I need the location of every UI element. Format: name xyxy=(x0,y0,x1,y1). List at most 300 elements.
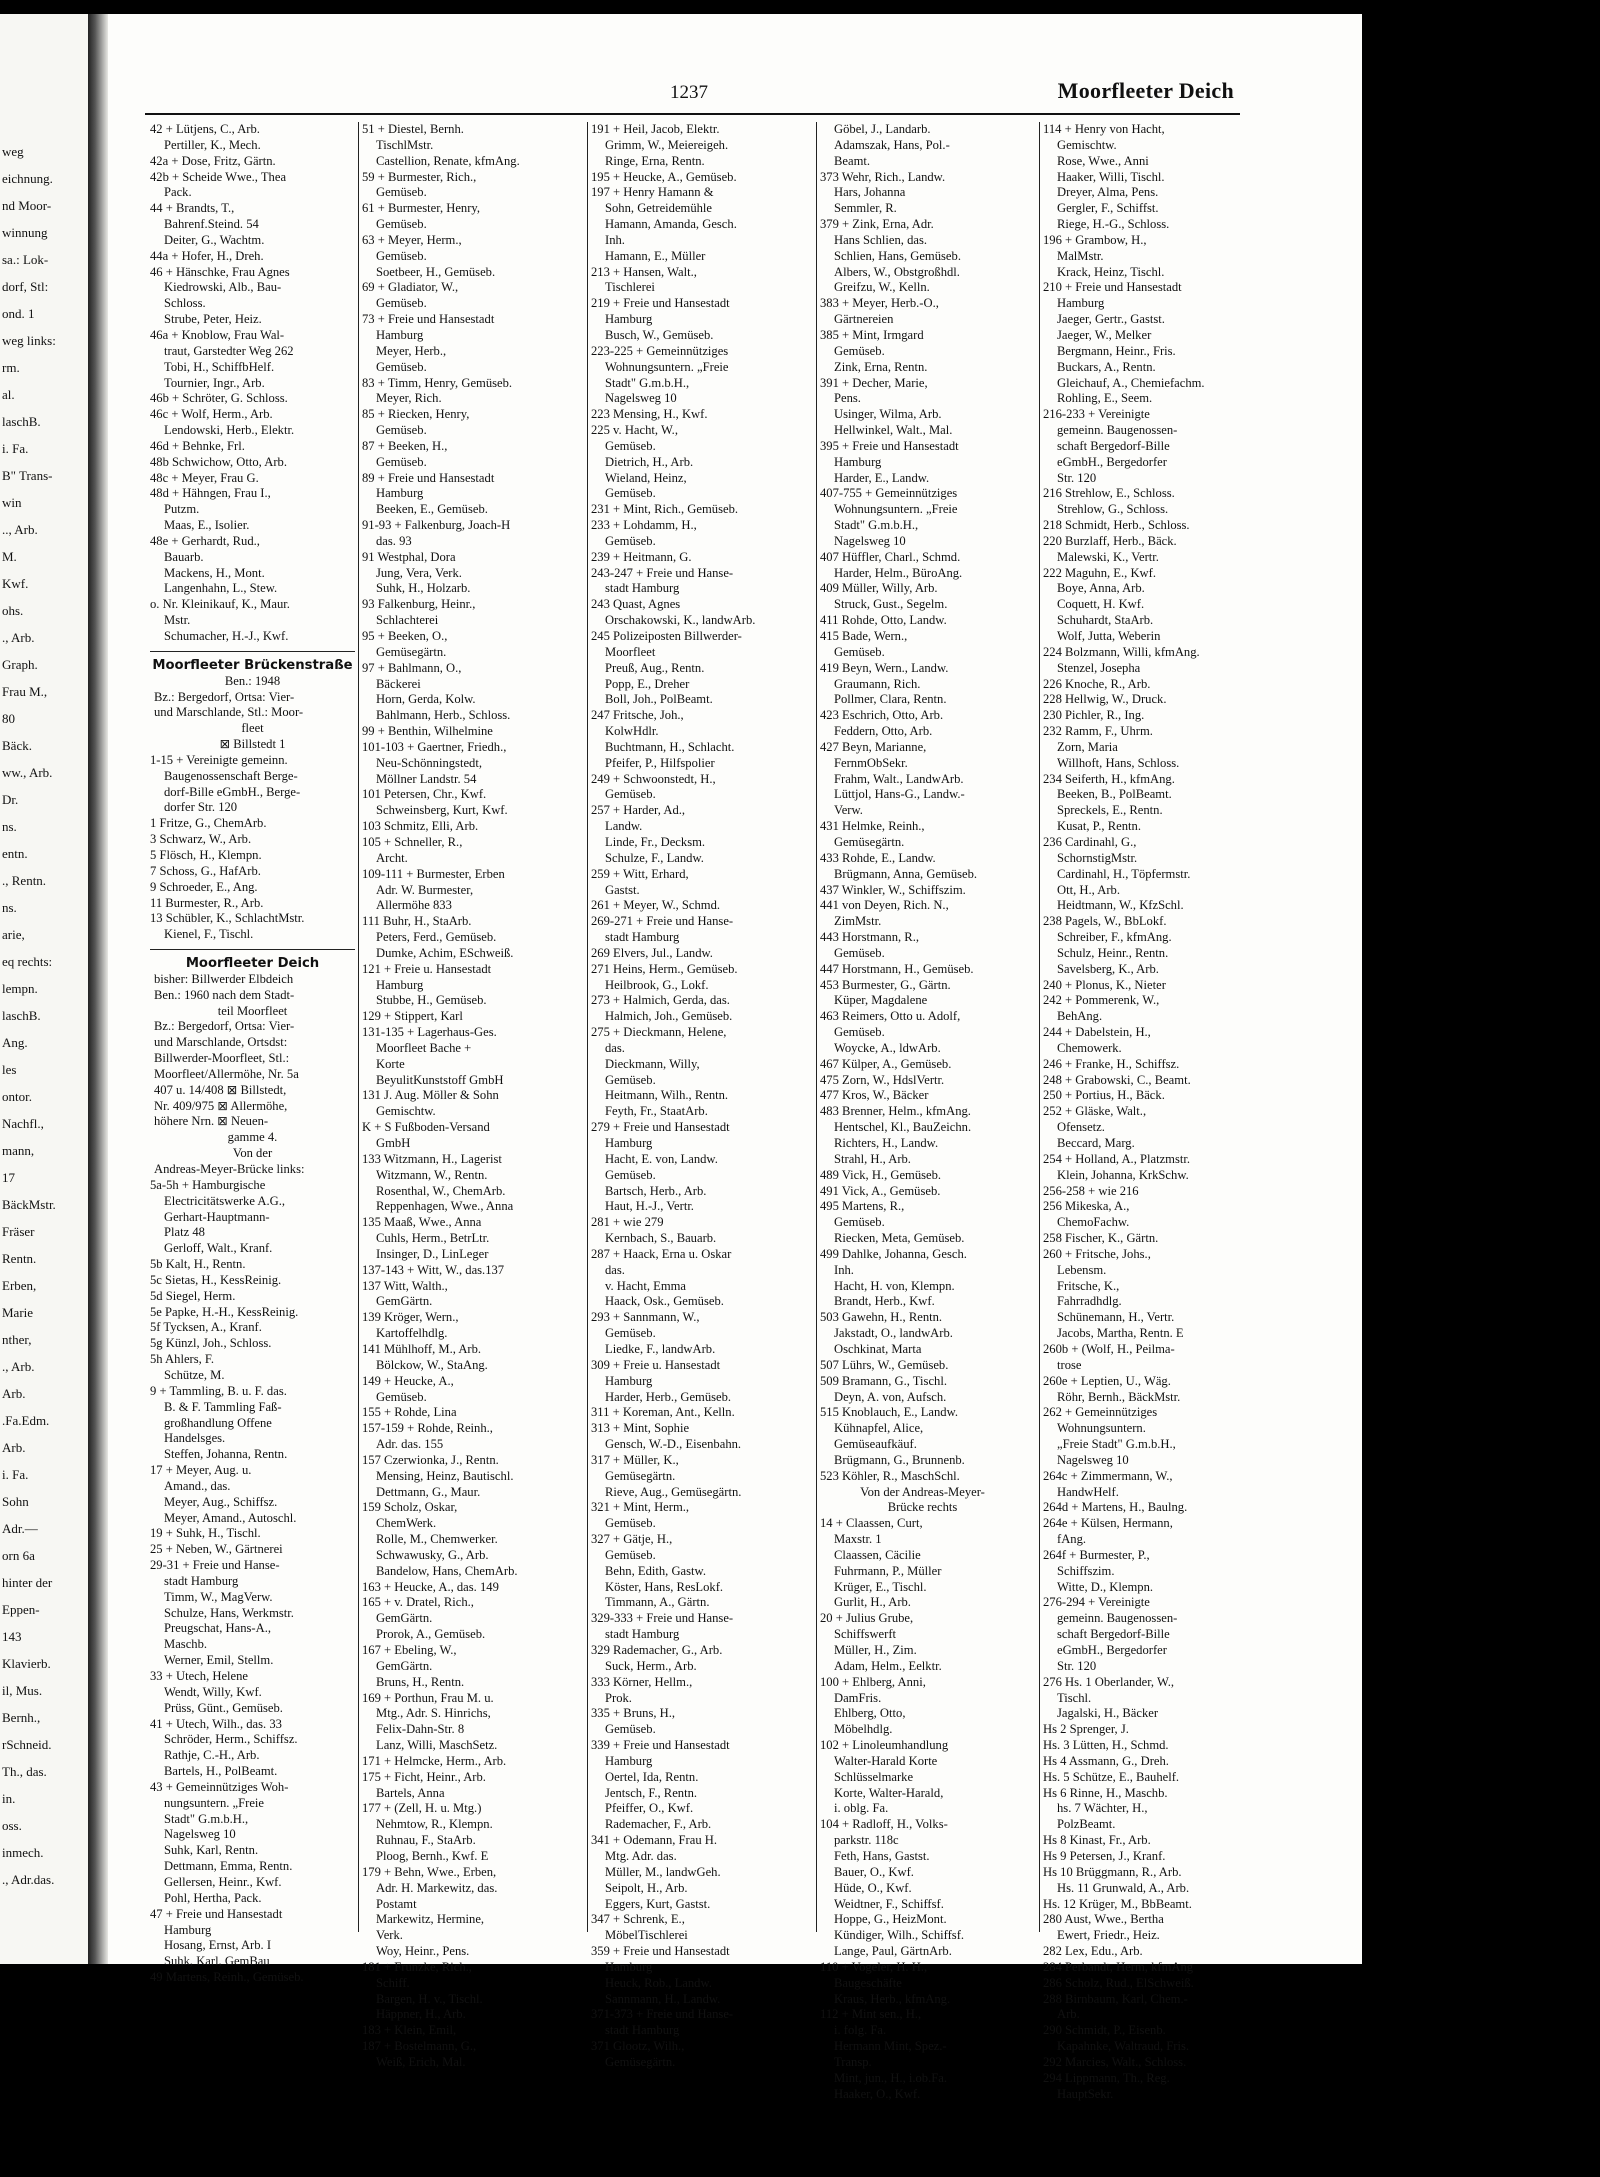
resident-line: Popp, E., Dreher xyxy=(605,676,690,691)
resident-line: Hüde, O., Kwf. xyxy=(834,1880,912,1895)
fragment-text: BäckMstr. xyxy=(2,1197,56,1212)
resident-line: Schlüsselmarke xyxy=(834,1769,914,1784)
fragment-text: 80 xyxy=(2,711,15,726)
resident-line: Köster, Hans, ResLokf. xyxy=(605,1579,724,1594)
resident-line: Gemüsegärtn. xyxy=(605,2054,676,2069)
address-entry: 293 + Sannmann, W., xyxy=(591,1310,700,1325)
address-entry: 329 Rademacher, G., Arb. xyxy=(591,1643,723,1657)
address-entry: 44 + Brandts, T., xyxy=(150,201,235,216)
fragment-text: Marie xyxy=(2,1305,34,1320)
resident-line: Gemüseb. xyxy=(834,1215,885,1230)
address-entry: 252 + Gläske, Walt., xyxy=(1043,1104,1147,1119)
resident-line: Insinger, D., LinLeger xyxy=(376,1246,489,1261)
section-note: Moorfleet/Allermöhe, Nr. 5a xyxy=(154,1066,299,1081)
resident-line: Ruhnau, F., StaArb. xyxy=(376,1833,476,1848)
resident-line: Krüger, E., Tischl. xyxy=(834,1579,927,1594)
resident-line: Hamburg xyxy=(376,327,424,342)
resident-line: Rose, Wwe., Anni xyxy=(1057,153,1149,168)
resident-line: Platz 48 xyxy=(164,1225,205,1240)
address-entry: 95 + Beeken, O., xyxy=(362,629,448,643)
resident-line: hs. 7 Wächter, H., xyxy=(1057,1801,1148,1816)
address-entry: 5d Siegel, Herm. xyxy=(150,1288,236,1303)
resident-line: Rolle, M., Chemwerker. xyxy=(376,1532,498,1547)
address-entry: 157-159 + Rohde, Reinh., xyxy=(362,1421,493,1436)
fragment-text: Arb. xyxy=(2,1440,26,1455)
address-entry: 89 + Freie und Hansestadt xyxy=(362,470,495,485)
fragment-text: arie, xyxy=(2,927,25,942)
resident-line: Rohling, E., Seem. xyxy=(1057,391,1153,406)
resident-line: Wohnungsuntern. „Freie xyxy=(605,359,729,374)
address-entry: 210 + Freie und Hansestadt xyxy=(1043,280,1182,295)
address-entry: 276 Hs. 1 Oberlander, W., xyxy=(1043,1674,1175,1689)
fragment-text: il, Mus. xyxy=(2,1683,43,1698)
resident-line: Möbelhdlg. xyxy=(834,1722,893,1737)
resident-line: Nagelsweg 10 xyxy=(605,391,677,406)
address-entry: 433 Rohde, E., Landw. xyxy=(820,850,936,865)
address-entry: 419 Beyn, Wern., Landw. xyxy=(820,660,949,675)
resident-line: Harder, E., Landw. xyxy=(834,470,930,485)
address-entry: 101 Petersen, Chr., Kwf. xyxy=(362,787,487,802)
resident-line: Krack, Heinz, Tischl. xyxy=(1057,264,1165,279)
address-entry: 269 Elvers, Jul., Landw. xyxy=(591,945,713,960)
resident-line: Kartoffelhdlg. xyxy=(376,1326,448,1341)
address-entry: 230 Pichler, R., Ing. xyxy=(1043,708,1145,723)
resident-line: Feyth, Fr., StaatArb. xyxy=(605,1104,708,1119)
resident-line: Wieland, Heinz, xyxy=(605,470,687,485)
address-entry: 383 + Meyer, Herb.-O., xyxy=(820,296,939,311)
address-entry: 155 + Rohde, Lina xyxy=(362,1405,457,1420)
resident-line: Pertiller, K., Mech. xyxy=(164,137,261,152)
address-entry: 243 Quast, Agnes xyxy=(591,597,681,612)
resident-line: Zorn, Maria xyxy=(1057,739,1118,754)
resident-line: Frahm, Walt., LandwArb. xyxy=(834,771,964,786)
resident-line: Sohn, Getreidemühle xyxy=(605,201,713,216)
resident-line: Kühnapfel, Alice, xyxy=(834,1421,924,1436)
address-entry: 3 Schwarz, W., Arb. xyxy=(150,832,252,847)
resident-line: Str. 120 xyxy=(1057,1658,1097,1673)
resident-line: Gemüseb. xyxy=(605,1516,656,1531)
resident-line: Schulz, Heinr., Rentn. xyxy=(1057,945,1169,960)
address-entry: 333 Körner, Hellm., xyxy=(591,1674,693,1689)
resident-line: Harder, Herb., Gemüseb. xyxy=(605,1389,732,1404)
address-entry: 129 + Stippert, Karl xyxy=(362,1009,463,1024)
section-note: Billwerder-Moorfleet, Stl.: xyxy=(154,1051,290,1066)
address-entry: 258 Fischer, K., Gärtn. xyxy=(1043,1231,1159,1246)
address-entry: 483 Brenner, Helm., kfmAng. xyxy=(820,1104,971,1119)
fragment-text: oss. xyxy=(2,1818,22,1833)
resident-line: Wohnungsuntern. xyxy=(1057,1421,1146,1436)
resident-line: Liedke, F., landwArb. xyxy=(605,1341,716,1356)
resident-line: Gemüseb. xyxy=(605,1072,656,1087)
address-entry: 231 + Mint, Rich., Gemüseb. xyxy=(591,502,739,517)
fragment-text: Erben, xyxy=(2,1278,37,1293)
resident-line: Hamburg xyxy=(605,1753,653,1768)
resident-line: Linde, Fr., Decksm. xyxy=(605,834,706,849)
resident-line: Heuck, Rob., Landw. xyxy=(605,1975,712,1990)
section-note: höhere Nrn. ⊠ Neuen- xyxy=(154,1114,269,1129)
section-heading: Moorfleeter Deich xyxy=(150,949,355,972)
address-entry: 42a + Dose, Fritz, Gärtn. xyxy=(150,153,276,168)
resident-line: Bandelow, Hans, ChemArb. xyxy=(376,1563,518,1578)
resident-line: SchornstigMstr. xyxy=(1057,850,1138,865)
resident-line: Bartels, H., PolBeamt. xyxy=(164,1764,278,1779)
resident-line: Albers, W., Obstgroßhdl. xyxy=(834,264,960,279)
resident-line: Müller, H., Zim. xyxy=(834,1643,917,1657)
address-entry: 91-93 + Falkenburg, Joach-H xyxy=(362,518,511,533)
resident-line: Gemüseb. xyxy=(834,644,885,659)
resident-line: Hamburg xyxy=(605,1136,653,1150)
address-entry: 177 + (Zell, H. u. Mtg.) xyxy=(362,1801,482,1816)
address-entry: 218 Schmidt, Herb., Schloss. xyxy=(1043,518,1190,533)
resident-line: Neu-Schönningstedt, xyxy=(376,755,482,770)
address-entry: 248 + Grabowski, C., Beamt. xyxy=(1043,1072,1191,1087)
street-title: Moorfleeter Deich xyxy=(1057,78,1234,103)
resident-line: Gemüseb. xyxy=(376,423,427,438)
fragment-text: rSchneid. xyxy=(2,1737,52,1752)
section-note: Von der xyxy=(232,1146,273,1161)
section-note: ⊠ Billstedt 1 xyxy=(219,737,286,752)
resident-line: Gemüseb. xyxy=(376,359,427,374)
fragment-text: ., Rentn. xyxy=(2,873,47,888)
fragment-text: .., Arb. xyxy=(2,522,38,537)
resident-line: Moorfleet Bache + xyxy=(376,1040,472,1055)
resident-line: Schloss. xyxy=(164,296,206,311)
column-divider xyxy=(358,122,359,1932)
address-entry: 257 + Harder, Ad., xyxy=(591,803,686,818)
section-note: gamme 4. xyxy=(227,1130,278,1145)
resident-line: Woy, Heinr., Pens. xyxy=(376,1944,470,1959)
address-entry: 46 + Hänschke, Frau Agnes xyxy=(150,264,290,279)
address-entry: 509 Bramann, G., Tischl. xyxy=(820,1373,947,1388)
address-entry: 467 Külper, A., Gemüseb. xyxy=(820,1056,952,1071)
address-entry: 103 Schmitz, Elli, Arb. xyxy=(362,819,479,834)
address-entry: Hs 10 Brüggmann, R., Arb. xyxy=(1043,1864,1182,1879)
resident-line: Gastst. xyxy=(605,882,640,897)
resident-line: Hans Schlien, das. xyxy=(834,232,928,247)
resident-line: Adr. W. Burmester, xyxy=(376,882,474,897)
resident-line: Bergmann, Heinr., Fris. xyxy=(1057,343,1176,358)
resident-line: Lüttjol, Hans-G., Landw.- xyxy=(834,787,965,802)
resident-line: Steffen, Johanna, Rentn. xyxy=(164,1447,288,1462)
section-note: und Marschlande, Stl.: Moor- xyxy=(154,705,304,720)
address-entry: 216-233 + Vereinigte xyxy=(1043,407,1150,422)
address-entry: 260b + (Wolf, H., Peilma- xyxy=(1043,1341,1175,1356)
resident-line: „Freie Stadt" G.m.b.H., xyxy=(1057,1437,1176,1452)
fragment-text: B" Trans- xyxy=(2,468,53,483)
resident-line: Gemüseb. xyxy=(605,1722,656,1737)
resident-line: Röhr, Bernh., BäckMstr. xyxy=(1057,1389,1181,1404)
resident-line: Maschb. xyxy=(164,1637,208,1652)
fragment-text: .Fa.Edm. xyxy=(2,1413,50,1428)
address-entry: 105 + Schneller, R., xyxy=(362,834,463,849)
resident-line: Gemüseb. xyxy=(605,1167,656,1182)
address-entry: 131-135 + Lagerhaus-Ges. xyxy=(362,1025,497,1040)
address-entry: 491 Vick, A., Gemüseb. xyxy=(820,1183,941,1198)
resident-line: stadt Hamburg xyxy=(605,2023,680,2038)
resident-line: Hosang, Ernst, Arb. I xyxy=(164,1938,272,1953)
address-entry: 46c + Wolf, Herm., Arb. xyxy=(150,407,273,422)
fragment-text: winnung xyxy=(2,225,48,240)
address-entry: 33 + Utech, Helene xyxy=(150,1669,249,1683)
address-entry: 131 J. Aug. Möller & Sohn xyxy=(362,1088,499,1103)
address-entry: 220 Burzlaff, Herb., Bäck. xyxy=(1043,533,1177,548)
address-entry: 109-111 + Burmester, Erben xyxy=(362,866,505,881)
address-entry: 20 + Julius Grube, xyxy=(820,1611,914,1626)
resident-line: Zink, Erna, Rentn. xyxy=(834,359,928,374)
resident-line: Halmich, Joh., Gemüseb. xyxy=(605,1009,733,1024)
resident-line: Preuß, Aug., Rentn. xyxy=(605,660,705,675)
resident-line: GemGärtn. xyxy=(376,1611,433,1626)
resident-line: fAng. xyxy=(1057,1532,1087,1547)
resident-line: Gemüseaufkäuf. xyxy=(834,1437,917,1452)
resident-line: Gemüseb. xyxy=(834,343,885,358)
resident-line: Hoppe, G., HeizMont. xyxy=(834,1912,947,1927)
address-entry: 5g Künzl, Joh., Schloss. xyxy=(150,1336,272,1351)
address-entry: 341 + Odemann, Frau H. xyxy=(591,1833,718,1848)
resident-line: Gemüseb. xyxy=(605,438,656,453)
resident-line: Archt. xyxy=(376,850,408,865)
address-entry: 121 + Freie u. Hansestadt xyxy=(362,961,492,976)
resident-line: Bahrenf.Steind. 54 xyxy=(164,217,259,232)
resident-line: Gemüseb. xyxy=(376,1389,427,1404)
address-entry: 163 + Heucke, A., das. 149 xyxy=(362,1579,499,1594)
resident-line: Deiter, G., Wachtm. xyxy=(164,232,265,247)
resident-line: Schulze, Hans, Werkmstr. xyxy=(164,1605,294,1620)
resident-line: Schuhardt, StaArb. xyxy=(1057,613,1154,628)
section-note: Brücke rechts xyxy=(887,1500,958,1515)
address-entry: 167 + Ebeling, W., xyxy=(362,1643,457,1657)
resident-line: Schütze, M. xyxy=(164,1367,225,1382)
resident-line: Meyer, Herb., xyxy=(376,343,447,358)
address-entry: 347 + Schrenk, E., xyxy=(591,1912,685,1927)
address-entry: 83 + Timm, Henry, Gemüseb. xyxy=(362,375,513,390)
address-entry: 5 Flösch, H., Klempn. xyxy=(150,847,262,862)
resident-line: PolzBeamt. xyxy=(1057,1817,1116,1832)
resident-line: Horn, Gerda, Kolw. xyxy=(376,692,476,707)
resident-line: Schiffswerft xyxy=(834,1627,897,1642)
resident-line: Dettmann, Emma, Rentn. xyxy=(164,1859,293,1874)
resident-line: GemGärtn. xyxy=(376,1658,433,1673)
resident-line: MalMstr. xyxy=(1057,248,1104,263)
resident-line: Landw. xyxy=(605,819,643,834)
resident-line: Wohnungsuntern. „Freie xyxy=(834,502,958,517)
resident-line: Korte, Walter-Harald, xyxy=(834,1785,944,1800)
resident-line: Mstr. xyxy=(164,613,191,628)
resident-line: Korte xyxy=(376,1056,405,1071)
address-entry: 423 Eschrich, Otto, Arb. xyxy=(820,708,944,723)
address-entry: 48d + Hähngen, Frau I., xyxy=(150,486,271,501)
resident-line: Adr. H. Markewitz, das. xyxy=(376,1880,498,1895)
resident-line: Jagalski, H., Bäcker xyxy=(1057,1706,1159,1721)
resident-line: Beamt. xyxy=(834,153,871,168)
address-entry: 264e + Külsen, Hermann, xyxy=(1043,1516,1173,1531)
address-entry: o. Nr. Kleinikauf, K., Maur. xyxy=(150,597,290,612)
resident-line: Brandt, Herb., Kwf. xyxy=(834,1294,935,1309)
resident-line: Deyn, A. von, Aufsch. xyxy=(834,1389,947,1404)
resident-line: Dreyer, Alma, Pens. xyxy=(1057,185,1159,200)
resident-line: Ringe, Erna, Rentn. xyxy=(605,153,705,168)
address-entry: 195 + Heucke, A., Gemüseb. xyxy=(591,169,737,184)
resident-line: Jung, Vera, Verk. xyxy=(376,565,462,580)
address-entry: 5b Kalt, H., Rentn. xyxy=(150,1257,246,1272)
resident-line: Str. 120 xyxy=(1057,470,1097,485)
fragment-text: eq rechts: xyxy=(2,954,53,969)
resident-line: Lanz, Willi, MaschSetz. xyxy=(376,1738,498,1753)
resident-line: Buchtmann, H., Schlacht. xyxy=(605,739,735,754)
resident-line: Heitmann, Wilh., Rentn. xyxy=(605,1088,729,1103)
address-entry: 228 Hellwig, W., Druck. xyxy=(1043,692,1167,707)
resident-line: Gemüsegärtn. xyxy=(376,644,447,659)
address-entry: 262 + Gemeinnütziges xyxy=(1043,1405,1158,1420)
resident-line: Maxstr. 1 xyxy=(834,1532,882,1547)
resident-line: Soetbeer, H., Gemüseb. xyxy=(376,264,496,279)
resident-line: Hellwinkel, Walt., Mal. xyxy=(834,423,953,438)
section-note: Nr. 409/975 ⊠ Allermöhe, xyxy=(154,1098,288,1113)
address-entry: 371-373 + Freie und Hanse- xyxy=(591,2007,734,2022)
address-entry: 137 Witt, Walth., xyxy=(362,1278,448,1293)
resident-line: MöbelTischlerei xyxy=(605,1928,688,1943)
directory-column-5 xyxy=(1043,122,1243,2101)
fragment-text: Frau M., xyxy=(2,684,48,699)
resident-line: Behn, Edith, Gastw. xyxy=(605,1563,706,1578)
fragment-text: inmech. xyxy=(2,1845,44,1860)
resident-line: Richters, H., Landw. xyxy=(834,1136,939,1150)
resident-line: Buckars, A., Rentn. xyxy=(1057,359,1156,374)
address-entry: 100 + Ehlberg, Anni, xyxy=(820,1674,926,1689)
address-entry: 63 + Meyer, Herm., xyxy=(362,232,462,247)
resident-line: Wolf, Jutta, Weberin xyxy=(1057,629,1161,643)
resident-line: Grimm, W., Meiereigeh. xyxy=(605,137,729,152)
address-entry: 256 Mikeska, A., xyxy=(1043,1199,1130,1214)
fragment-text: ohs. xyxy=(2,603,24,618)
resident-line: Inh. xyxy=(605,232,625,247)
address-entry: 5f Tycksen, A., Kranf. xyxy=(150,1320,262,1335)
resident-line: Baugeschäfte xyxy=(834,1975,902,1990)
resident-line: Prüss, Günt., Gemüseb. xyxy=(164,1700,283,1715)
resident-line: Bauarb. xyxy=(164,549,204,564)
resident-line: Gemüseb. xyxy=(376,248,427,263)
section-note: bisher: Billwerder Elbdeich xyxy=(154,971,294,986)
resident-line: Hamann, E., Müller xyxy=(605,248,706,263)
fragment-text: Rentn. xyxy=(2,1251,37,1266)
resident-line: Rieve, Aug., Gemüsegärtn. xyxy=(605,1484,742,1499)
address-entry: 240 + Plonus, K., Nieter xyxy=(1043,977,1166,992)
resident-line: Gemüseb. xyxy=(605,533,656,548)
resident-line: Rosenthal, W., ChemArb. xyxy=(376,1183,506,1198)
resident-line: Mtg., Adr. S. Hinrichs, xyxy=(376,1706,491,1721)
resident-line: Schumacher, H.-J., Kwf. xyxy=(164,629,289,643)
resident-line: Felix-Dahn-Str. 8 xyxy=(376,1722,465,1737)
section-note: 407 u. 14/408 ⊠ Billstedt, xyxy=(154,1082,287,1097)
resident-line: Gemüseb. xyxy=(376,296,427,311)
address-entry: 245 Polizeiposten Billwerder- xyxy=(591,629,742,643)
resident-line: i. folg. Fa. xyxy=(834,2023,887,2038)
address-entry: 157 Czerwionka, J., Rentn. xyxy=(362,1452,499,1467)
resident-line: Witzmann, W., Rentn. xyxy=(376,1167,488,1182)
address-entry: 523 Köhler, R., MaschSchl. xyxy=(820,1468,960,1483)
resident-line: Kienel, F., Tischl. xyxy=(164,927,254,942)
address-entry: 232 Ramm, F., Uhrm. xyxy=(1043,724,1153,739)
book-gutter xyxy=(88,14,108,1964)
resident-line: Haaker, O., Kwf. xyxy=(834,2086,921,2101)
resident-line: Kernbach, S., Bauarb. xyxy=(605,1231,717,1246)
address-entry: 5h Ahlers, F. xyxy=(150,1352,215,1367)
fragment-text: 143 xyxy=(2,1629,22,1644)
resident-line: Hamburg xyxy=(376,977,424,992)
resident-line: Tournier, Ingr., Arb. xyxy=(164,375,265,390)
address-entry: Hs. 12 Krüger, M., BbBeamt. xyxy=(1043,1896,1192,1911)
section-note: teil Moorfleet xyxy=(217,1003,288,1018)
address-entry: 309 + Freie u. Hansestadt xyxy=(591,1357,721,1372)
resident-line: Orschakowski, K., landwArb. xyxy=(605,613,756,628)
resident-line: Timm, W., MagVerw. xyxy=(164,1589,273,1604)
resident-line: das. xyxy=(605,1040,625,1055)
section-heading: Moorfleeter Brückenstraße xyxy=(150,651,355,674)
fragment-text: Ang. xyxy=(2,1035,28,1050)
resident-line: Rathje, C.-H., Arb. xyxy=(164,1748,260,1763)
address-entry: 165 + v. Dratel, Rich., xyxy=(362,1595,474,1610)
resident-line: Dumke, Achim, ESchweiß. xyxy=(376,945,514,960)
address-entry: 415 Bade, Wern., xyxy=(820,629,908,643)
resident-line: Schulze, F., Landw. xyxy=(605,850,704,865)
fragment-text: entn. xyxy=(2,846,28,861)
fragment-text: Adr.— xyxy=(2,1521,38,1536)
address-entry: 139 Kröger, Wern., xyxy=(362,1310,459,1325)
address-entry: 249 + Schwoonstedt, H., xyxy=(591,771,716,786)
resident-line: Tobi, H., SchiffbHelf. xyxy=(164,359,275,374)
resident-line: Gerhart-Hauptmann- xyxy=(164,1209,270,1224)
resident-line: ChemoFachw. xyxy=(1057,1215,1130,1230)
address-entry: 49 Martens, Reinh., Gemüseb. xyxy=(150,1970,304,1985)
resident-line: Gurlit, H., Arb. xyxy=(834,1595,911,1610)
fragment-text: i. Fa. xyxy=(2,1467,29,1482)
resident-line: KolwHdlr. xyxy=(605,724,659,739)
directory-column-3 xyxy=(591,122,796,2069)
resident-line: stadt Hamburg xyxy=(164,1573,239,1588)
address-entry: 149 + Heucke, A., xyxy=(362,1373,454,1388)
resident-line: Jentsch, F., Rentn. xyxy=(605,1785,698,1800)
address-entry: 85 + Riecken, Henry, xyxy=(362,407,470,422)
address-entry: 246 + Franke, H., Schiffsz. xyxy=(1043,1056,1180,1071)
fragment-text: nd Moor- xyxy=(2,198,52,213)
address-entry: 282 Lex, Edu., Arb. xyxy=(1043,1944,1143,1959)
resident-line: Gemüseb. xyxy=(834,945,885,960)
address-entry: 14 + Claassen, Curt, xyxy=(820,1516,923,1531)
resident-line: Strube, Peter, Heiz. xyxy=(164,312,262,327)
resident-line: Dieckmann, Willy, xyxy=(605,1056,700,1071)
resident-line: Semmler, R. xyxy=(834,201,897,216)
address-entry: 499 Dahlke, Johanna, Gesch. xyxy=(820,1246,967,1261)
resident-line: Meyer, Rich. xyxy=(376,391,442,406)
resident-line: Electricitätswerke A.G., xyxy=(164,1193,285,1208)
address-entry: 46d + Behnke, Frl. xyxy=(150,438,245,453)
fragment-text: dorf, Stl: xyxy=(2,279,49,294)
resident-line: nungsuntern. „Freie xyxy=(164,1795,265,1810)
resident-line: Hentschel, Kl., BauZeichn. xyxy=(834,1120,972,1135)
resident-line: Kusat, P., Rentn. xyxy=(1057,819,1141,834)
address-entry: 495 Martens, R., xyxy=(820,1199,905,1214)
resident-line: Haack, Osk., Gemüseb. xyxy=(605,1294,724,1309)
address-entry: 264d + Martens, H., Baulng. xyxy=(1043,1500,1188,1515)
address-entry: 137-143 + Witt, W., das.137 xyxy=(362,1262,505,1277)
resident-line: v. Hacht, Emma xyxy=(605,1278,687,1293)
address-entry: 141 Mühlhoff, M., Arb. xyxy=(362,1341,482,1356)
resident-line: Adam, Helm., Eelktr. xyxy=(834,1658,942,1673)
address-entry: 317 + Müller, K., xyxy=(591,1452,679,1467)
fragment-text: hinter der xyxy=(2,1575,53,1590)
fragment-text: in. xyxy=(2,1791,16,1806)
resident-line: Hamburg xyxy=(605,312,653,327)
